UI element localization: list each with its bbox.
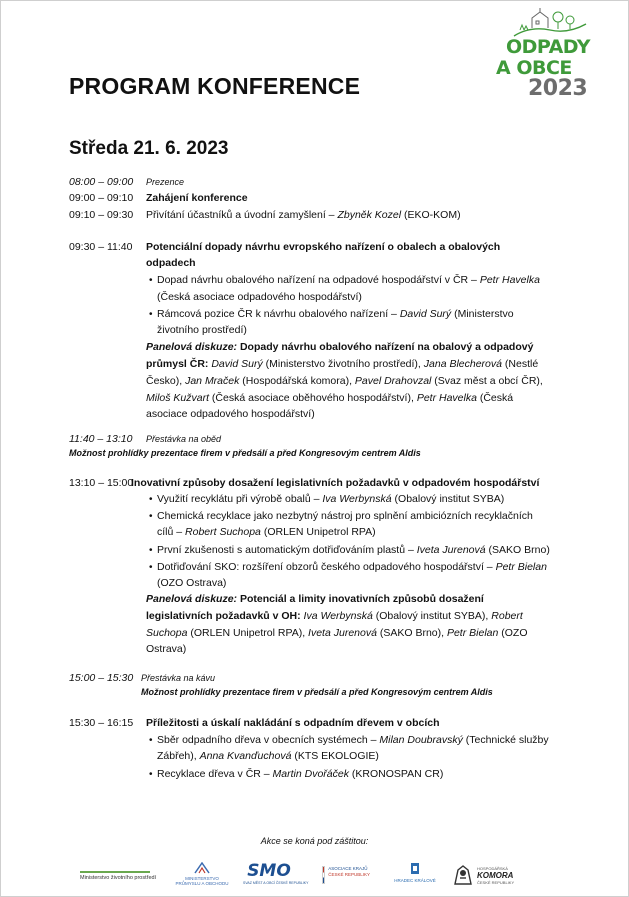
talk-text: Dotřiďování SKO: rozšíření obzorů českého odpadového hospodářství –	[157, 561, 496, 573]
speaker-org: (Obalový institut SYBA),	[372, 610, 492, 622]
speaker-name: Martin Dvořáček	[272, 768, 349, 780]
speaker-name: Iva Werbynská	[303, 610, 373, 622]
bullet-icon: •	[149, 309, 153, 320]
sponsor-hk-logo	[390, 862, 440, 890]
speaker-name: Robert Suchopa	[185, 526, 261, 538]
time-block-innovation: 13:10 – 15:00	[69, 477, 134, 489]
sponsor-mpo-line1: MINISTERSTVO	[185, 876, 219, 881]
bullet-icon: •	[149, 769, 153, 780]
speaker-name: David Surý	[399, 308, 452, 320]
talk-text: Recyklace dřeva v ČR –	[157, 768, 273, 780]
talk-text: Rámcová pozice ČR k návrhu obalového nařízení –	[157, 308, 400, 320]
sponsor-akcr-line1: ASOCIACE KRAJŮ	[328, 866, 368, 871]
speaker-org: Zábřeh),	[157, 750, 200, 762]
time-registration: 08:00 – 09:00	[69, 176, 134, 188]
speaker-name: Petr Havelka	[479, 274, 540, 286]
panel-line	[146, 608, 523, 625]
speaker-name: Jan Mraček	[185, 375, 240, 387]
page-title: PROGRAM KONFERENCE	[69, 73, 361, 99]
talk-item	[157, 306, 514, 323]
day-heading: Středa 21. 6. 2023	[69, 138, 229, 159]
sponsor-mzp-logo	[80, 862, 156, 890]
sponsor-smo-mark: SMO	[247, 861, 291, 881]
speaker-name: Zbyněk Kozel	[337, 209, 402, 221]
time-welcome: 09:10 – 09:30	[69, 209, 134, 221]
speaker-name: Pavel Drahovzal	[354, 375, 432, 387]
logo-line2: A OBCE	[496, 57, 572, 79]
bullet-icon: •	[149, 275, 153, 286]
item-welcome-text: Přivítání účastníků a úvodní zamyšlení –	[146, 209, 338, 221]
speaker-org: (Svaz měst a obcí ČR),	[431, 375, 543, 387]
panel-line	[146, 373, 543, 390]
panel-line	[146, 591, 484, 608]
panel-line	[146, 339, 533, 356]
sponsor-akcr-logo	[322, 862, 370, 890]
sponsor-hkcr-logo	[452, 862, 534, 890]
time-block-packaging: 09:30 – 11:40	[69, 241, 133, 253]
bullet-icon: •	[149, 545, 153, 556]
talk-text: Sběr odpadního dřeva v obecních systémech –	[157, 734, 380, 746]
talk-item-cont	[157, 748, 379, 765]
mpo-emblem-icon	[194, 862, 210, 874]
speaker-org: (KRONOSPAN CR)	[349, 768, 444, 780]
talk-item	[157, 491, 504, 508]
sponsor-smo-name: SVAZ MĚST A OBCÍ ČESKÉ REPUBLIKY	[243, 881, 309, 885]
speaker-name: Anna Kvanďuchová	[199, 750, 292, 762]
item-coffee: Přestávka na kávu	[141, 673, 216, 683]
sponsor-smo-logo	[243, 861, 309, 890]
logo-line1: ODPADY	[506, 36, 590, 58]
speaker-org: (ORLEN Unipetrol RPA),	[187, 627, 309, 639]
bullet-icon: •	[149, 494, 153, 505]
speaker-org: (Hospodářská komora),	[239, 375, 355, 387]
time-lunch: 11:40 – 13:10	[69, 433, 133, 445]
panel-label: Panelová diskuze:	[146, 593, 238, 605]
speaker-name: Miloš Kužvart	[146, 392, 210, 404]
speaker-org: (Ministerstvo životního prostředí),	[262, 358, 424, 370]
logo-year: 2023	[528, 76, 588, 101]
time-opening: 09:00 – 09:10	[69, 192, 134, 204]
talk-item: Chemická recyklace jako nezbytný nástroj pro splnění ambiciózních recyklačních	[157, 510, 533, 522]
speaker-org: (Ministerstvo	[451, 308, 514, 320]
speaker-name: Robert	[491, 610, 523, 622]
block-title-wood: Příležitosti a úskalí nakládání s odpadním dřevem v obcích	[146, 717, 440, 729]
panel-line: asociace odpadového hospodářství)	[146, 408, 315, 420]
coffee-note: Možnost prohlídky prezentace firem v předsálí a před Kongresovým centrem Aldis	[141, 687, 493, 697]
speaker-org: Česko),	[146, 375, 186, 387]
speaker-name: Milan Doubravský	[379, 734, 463, 746]
talk-item-cont: (OZO Ostrava)	[157, 577, 227, 589]
talk-item	[157, 559, 547, 576]
panel-line	[146, 356, 538, 373]
panel-title: Dopady návrhu obalového nařízení na obalový a odpadový	[237, 341, 534, 353]
talk-item	[157, 766, 443, 783]
talk-item	[157, 732, 549, 749]
conference-logo	[492, 8, 622, 104]
sponsor-mpo-logo	[172, 862, 232, 890]
sponsor-hk-name: HRADEC KRÁLOVÉ	[394, 878, 436, 883]
talk-item-cont: (Česká asociace odpadového hospodářství)	[157, 291, 362, 303]
talk-item	[157, 272, 540, 289]
speaker-org: (OZO	[498, 627, 528, 639]
sponsor-akcr-line2: ČESKÉ REPUBLIKY	[328, 872, 370, 877]
time-block-wood: 15:30 – 16:15	[69, 717, 134, 729]
logo-drawing-icon	[510, 8, 590, 38]
speaker-org: (Nestlé	[501, 358, 539, 370]
speaker-org: (Česká	[476, 392, 514, 404]
lunch-note: Možnost prohlídky prezentace firem v předsálí a před Kongresovým centrem Aldis	[69, 448, 421, 458]
speaker-org: (Technické služby	[462, 734, 549, 746]
speaker-name: Petr Havelka	[416, 392, 477, 404]
block-title-innovation: Inovativní způsoby dosažení legislativních požadavků v odpadovém hospodářství	[131, 477, 540, 489]
item-lunch: Přestávka na oběd	[146, 434, 222, 444]
speaker-org: (SAKO Brno),	[376, 627, 447, 639]
hkcr-lion-icon	[452, 864, 474, 886]
akcr-flag-icon	[322, 866, 325, 884]
item-registration: Prezence	[146, 177, 185, 187]
sponsor-mpo-line2: PRŮMYSLU A OBCHODU	[175, 881, 229, 886]
block-title-packaging-cont: odpadech	[146, 257, 196, 269]
sponsor-hkcr-line1: HOSPODÁŘSKÁ	[477, 865, 508, 871]
hk-emblem-icon	[408, 862, 422, 876]
speaker-org: (SAKO Brno)	[485, 544, 550, 556]
talk-item-cont	[157, 524, 376, 541]
item-welcome	[146, 207, 461, 224]
talk-item	[157, 542, 550, 559]
bullet-icon: •	[149, 511, 153, 522]
talk-item-cont: životního prostředí)	[157, 324, 247, 336]
talk-text: Využití recyklátu při výrobě obalů –	[157, 493, 323, 505]
time-coffee: 15:00 – 15:30	[69, 672, 134, 684]
speaker-name: Petr Bielan	[495, 561, 547, 573]
panel-label: Panelová diskuze:	[146, 341, 238, 353]
speaker-org: (KTS EKOLOGIE)	[291, 750, 379, 762]
speaker-org: (Česká asociace oběhového hospodářství),	[209, 392, 417, 404]
speaker-org: (Obalový institut SYBA)	[391, 493, 505, 505]
panel-line: Ostrava)	[146, 643, 187, 655]
bullet-icon: •	[149, 735, 153, 746]
item-opening: Zahájení konference	[146, 192, 248, 204]
panel-title: legislativních požadavků v OH:	[146, 610, 304, 622]
panel-line	[146, 625, 528, 642]
speaker-name: Petr Bielan	[446, 627, 499, 639]
speaker-name: Iveta Jurenová	[416, 544, 486, 556]
speaker-name: Iveta Jurenová	[308, 627, 377, 639]
panel-title: Potenciál a limity inovativních způsobů dosažení	[237, 593, 484, 605]
sponsor-mzp-name: Ministerstvo životního prostředí	[80, 875, 157, 881]
talk-text: Dopad návrhu obalového nařízení na odpadové hospodářství v ČR –	[157, 274, 480, 286]
talk-text: První zkušenosti s automatickým dotřiďováním plastů –	[157, 544, 417, 556]
panel-title: průmysl ČR:	[146, 358, 212, 370]
speaker-org: (EKO-KOM)	[401, 209, 461, 221]
speaker-name: David Surý	[211, 358, 263, 370]
talk-text: cílů –	[157, 526, 186, 538]
sponsor-hkcr-line3: ČESKÉ REPUBLIKY	[477, 879, 515, 885]
sponsor-hkcr-line2: KOMORA	[477, 870, 514, 880]
panel-line	[146, 390, 513, 407]
patronage-label: Akce se koná pod záštitou:	[260, 836, 369, 846]
bullet-icon: •	[149, 562, 153, 573]
speaker-name: Jana Blecherová	[423, 358, 502, 370]
speaker-name: Suchopa	[146, 627, 188, 639]
speaker-org: (ORLEN Unipetrol RPA)	[260, 526, 376, 538]
block-title-packaging: Potenciální dopady návrhu evropského nařízení o obalech a obalových	[146, 241, 501, 253]
speaker-name: Iva Werbynská	[322, 493, 392, 505]
